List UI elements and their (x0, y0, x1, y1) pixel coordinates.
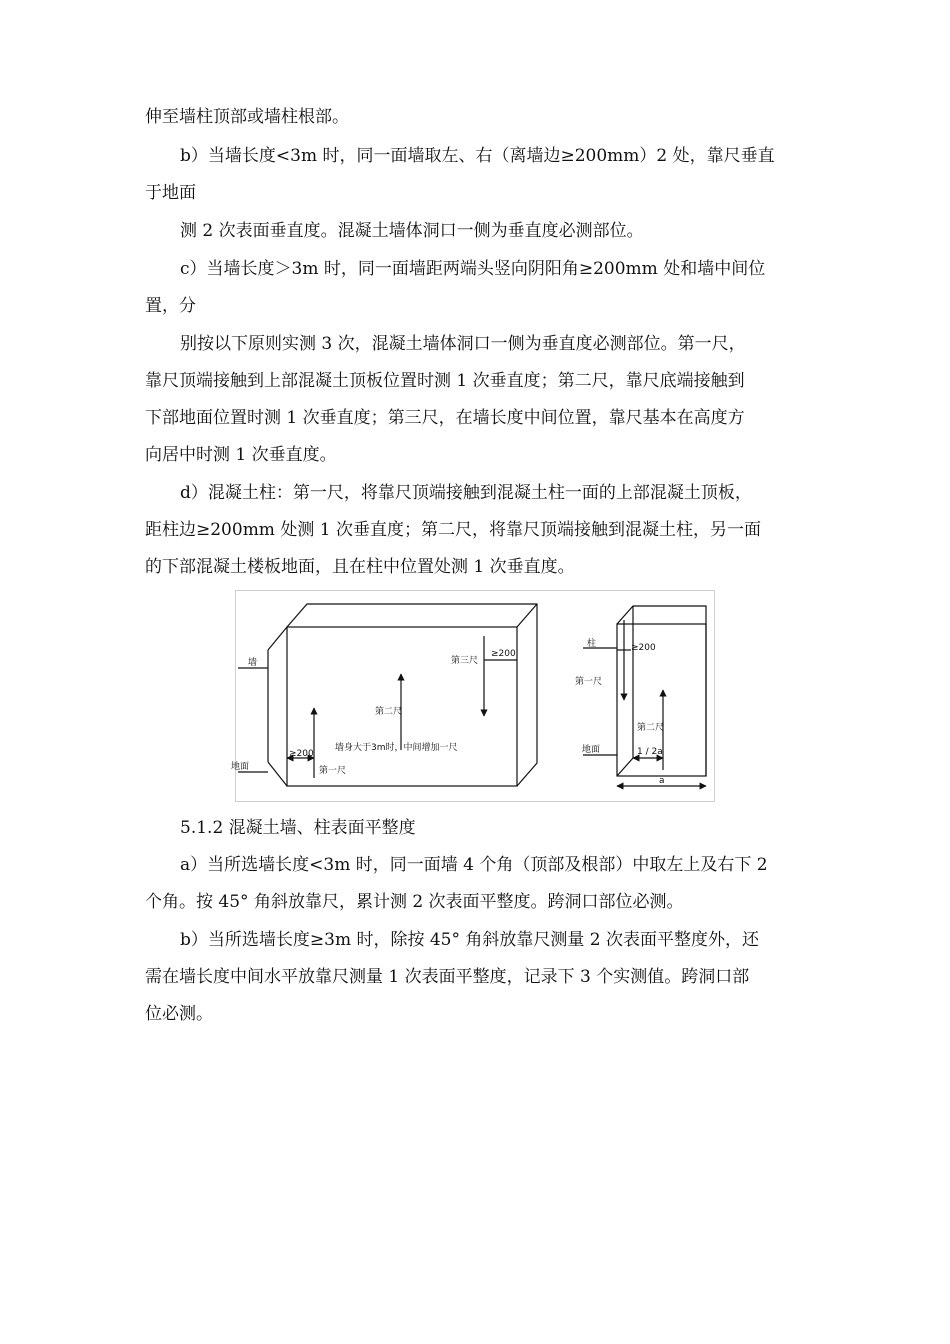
text-line: 伸至墙柱顶部或墙柱根部。 (145, 107, 349, 127)
text-line: 测 2 次表面垂直度。混凝土墙体洞口一侧为垂直度必测部位。 (180, 221, 644, 241)
column-label: 柱 (587, 639, 597, 649)
ruler1-label: 第一尺 (319, 766, 347, 776)
column-ruler2-label: 第二尺 (637, 723, 665, 733)
text-line: 靠尺顶端接触到上部混凝土顶板位置时测 1 次垂直度；第二尺，靠尺底端接触到 (145, 371, 745, 391)
column-dist-label: ≥200 (631, 643, 656, 653)
ruler2-label: 第二尺 (375, 707, 403, 717)
column-ruler1-label: 第一尺 (575, 677, 603, 687)
wall-diagram (238, 604, 537, 786)
text-line: 别按以下原则实测 3 次，混凝土墙体洞口一侧为垂直度必测部位。第一尺， (180, 334, 746, 354)
section-heading: 5.1.2 混凝土墙、柱表面平整度 (180, 818, 416, 838)
text-line: 位必测。 (145, 1004, 213, 1024)
wall-note: 墙身大于3m时，中间增加一尺 (335, 743, 458, 753)
half-width-label: 1 / 2a (637, 747, 663, 757)
dist-right-label: ≥200 (491, 649, 516, 659)
wall-label: 墙 (248, 658, 258, 668)
text-line: 个角。按 45° 角斜放靠尺，累计测 2 次表面平整度。跨洞口部位必测。 (145, 892, 684, 912)
column-diagram (583, 606, 706, 786)
ground-label: 地面 (231, 762, 250, 772)
text-line: 的下部混凝土楼板地面，且在柱中位置处测 1 次垂直度。 (145, 557, 575, 577)
text-line: 距柱边≥200mm 处测 1 次垂直度；第二尺，将靠尺顶端接触到混凝土柱，另一面 (145, 520, 761, 540)
dist-left-label: ≥200 (289, 749, 314, 759)
text-line: 需在墙长度中间水平放靠尺测量 1 次表面平整度，记录下 3 个实测值。跨洞口部 (145, 967, 750, 987)
text-line: 下部地面位置时测 1 次垂直度；第三尺，在墙长度中间位置，靠尺基本在高度方 (145, 408, 745, 428)
text-line: 于地面 (145, 183, 196, 203)
text-line: a）当所选墙长度<3m 时，同一面墙 4 个角（顶部及根部）中取左上及右下 2 (180, 855, 768, 875)
column-ground-label: 地面 (582, 745, 601, 755)
text-line: c）当墙长度＞3m 时，同一面墙距两端头竖向阴阳角≥200mm 处和墙中间位 (180, 259, 766, 279)
text-line: 置，分 (145, 296, 196, 316)
ruler3-label: 第三尺 (451, 656, 479, 666)
verticality-diagram (231, 590, 715, 802)
text-line: b）当墙长度<3m 时，同一面墙取左、右（离墙边≥200mm）2 处，靠尺垂直 (180, 146, 775, 166)
text-line: 向居中时测 1 次垂直度。 (145, 445, 337, 465)
width-label: a (659, 776, 665, 786)
text-line: b）当所选墙长度≥3m 时，除按 45° 角斜放靠尺测量 2 次表面平整度外，还 (180, 930, 760, 950)
text-line: d）混凝土柱：第一尺，将靠尺顶端接触到混凝土柱一面的上部混凝土顶板， (180, 483, 752, 503)
